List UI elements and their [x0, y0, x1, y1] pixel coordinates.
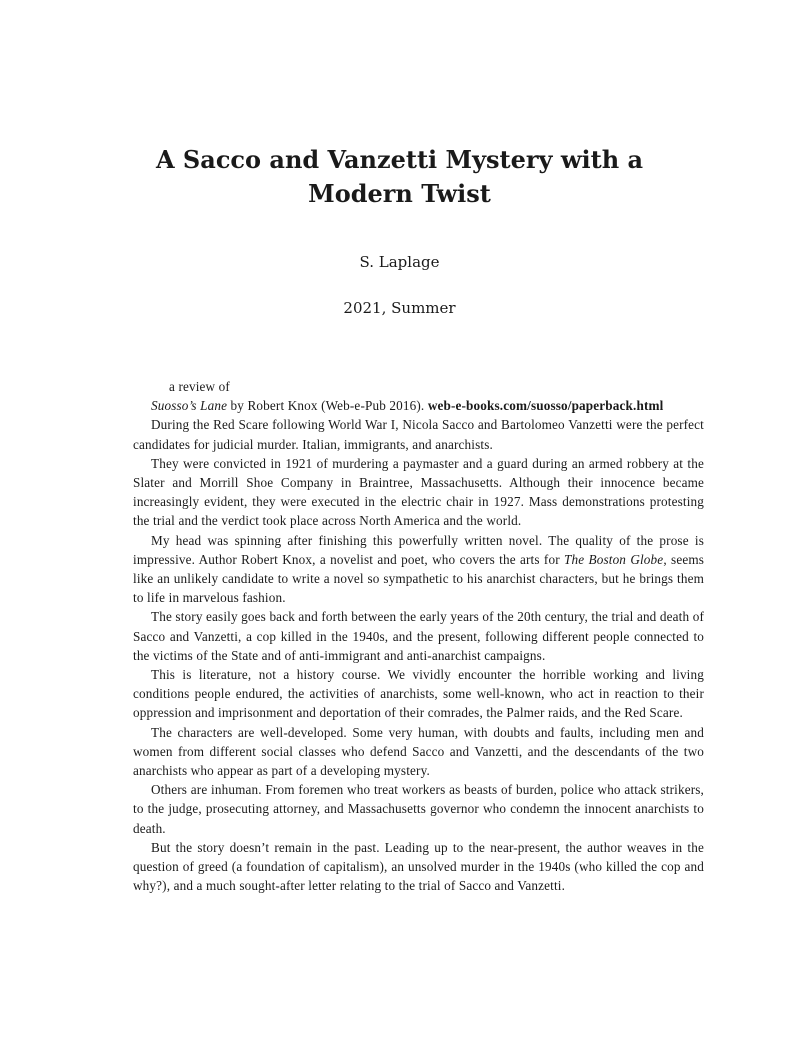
book-title: Suosso’s Lane — [151, 398, 228, 414]
document-date: 2021, Summer — [343, 299, 456, 317]
paragraph-8: But the story doesn’t remain in the past. Leading up to the near-present, the author weaves in the question of greed (a foundation of capitalism), an unsolved murder in the 1940s (who killed the cop and why?), and a much sought-after letter relating to the trial of Sacco and Vanzetti. — [133, 839, 704, 894]
review-intro: a review of — [169, 379, 230, 394]
paragraph-3-part-a: My head was spinning after finishing this powerfully written novel. The quality of the prose is impressive. Author Robert Knox, a novelist and poet, who covers the arts for — [133, 532, 704, 567]
article-body — [133, 377, 704, 895]
paragraph-7: Others are inhuman. From foremen who treat workers as beasts of burden, police who attack strikers, to the judge, prosecuting attorney, and Massachusetts governor who condemn the innocent anarchists to death. — [133, 782, 704, 836]
book-info: by Robert Knox (Web-e-Pub 2016). — [227, 398, 428, 414]
paragraph-3 — [133, 531, 704, 608]
book-url-link[interactable]: web-e-books.com/suosso/paperback.html — [427, 398, 664, 414]
paragraph-6: The characters are well-developed. Some very human, with doubts and faults, including men and women from different social classes who defend Sacco and Vanzetti, and the descendants of the two anarchists who appear as part of a developing mystery. — [133, 724, 704, 779]
paragraph-3-part-b: , seems like an unlikely candidate to write a novel so sympathetic to his anarchist characters, but he brings them to life in marvelous fashion. — [133, 551, 705, 606]
document-author: S. Laplage — [359, 253, 440, 271]
newspaper-title: The Boston Globe — [564, 551, 664, 567]
book-citation — [133, 396, 704, 415]
paragraph-1: During the Red Scare following World War I, Nicola Sacco and Bartolomeo Vanzetti were the perfect candidates for judicial murder. Italian, immigrants, and anarchists. — [133, 417, 704, 452]
paragraph-4: The story easily goes back and forth between the early years of the 20th century, the trial and death of Sacco and Vanzetti, a cop killed in the 1940s, and the present, following different people connected to the victims of the State and of anti-immigrant and anti-anarchist campaigns. — [133, 609, 704, 663]
paragraph-2: They were convicted in 1921 of murdering a paymaster and a guard during an armed robbery at the Slater and Morrill Shoe Company in Braintree, Massachusetts. Although their innocence became increasingly evident, they were executed in the electric chair in 1927. Mass demonstrations protesting the trial and the verdict took place across North America and the world. — [133, 455, 704, 529]
paragraph-5: This is literature, not a history course. We vividly encounter the horrible working and living conditions people endured, the activities of anarchists, some well-known, who act in reaction to their oppression and imprisonment and deportation of their comrades, the Palmer raids, and the Red Scare. — [133, 667, 704, 721]
document-title: A Sacco and Vanzetti Mystery with a Modern Twist — [155, 145, 644, 208]
